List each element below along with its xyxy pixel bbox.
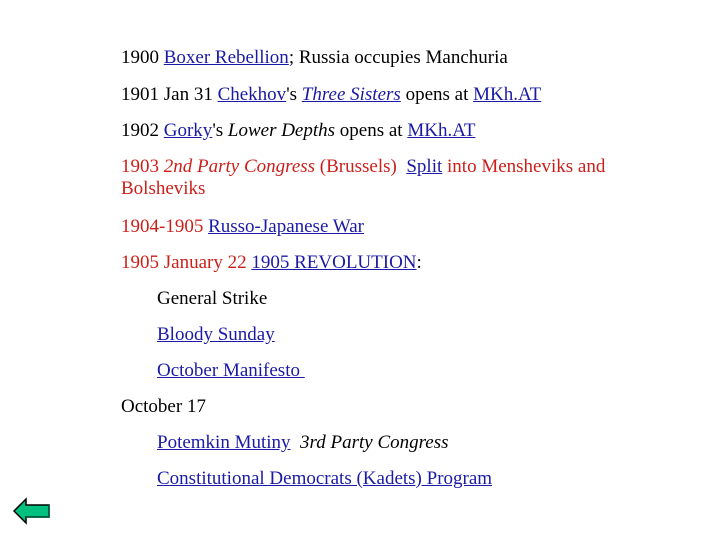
date: 1905 January 22 <box>121 252 247 273</box>
date: 1901 Jan 31 <box>121 84 213 105</box>
kadets-row <box>157 468 492 490</box>
year: 1900 <box>121 47 159 68</box>
entry-1902 <box>121 120 475 142</box>
boxer-rebellion-link[interactable]: Boxer Rebellion <box>163 47 289 68</box>
entry-text: opens at <box>335 120 403 141</box>
entry-1905 <box>121 252 422 274</box>
mkhat-link[interactable]: MKh.AT <box>473 84 542 105</box>
entry-1903 <box>121 156 641 200</box>
october-17: October 17 <box>121 396 206 417</box>
entry-text: ; Russia occupies Manchuria <box>288 47 508 68</box>
year: 1902 <box>121 120 159 141</box>
party-congress: 2nd Party Congress <box>163 156 316 177</box>
year: 1903 <box>121 156 159 177</box>
possessive: 's <box>286 84 298 105</box>
mkhat-link[interactable]: MKh.AT <box>407 120 476 141</box>
chekhov-link[interactable]: Chekhov <box>217 84 287 105</box>
entry-1901 <box>121 84 541 106</box>
kadets-program-link[interactable]: Constitutional Democrats (Kadets) Program <box>157 468 493 489</box>
lower-depths-title: Lower Depths <box>227 120 336 141</box>
colon: : <box>416 252 422 273</box>
back-button[interactable] <box>12 496 52 526</box>
three-sisters-link[interactable]: Three Sisters <box>301 84 401 105</box>
third-party-congress: 3rd Party Congress <box>300 432 449 453</box>
entry-1904 <box>121 216 364 238</box>
october-manifesto-link[interactable]: October Manifesto <box>157 360 305 381</box>
bloody-sunday-row <box>157 324 275 346</box>
october-manifesto-row <box>157 360 305 382</box>
entry-1900 <box>121 47 508 69</box>
entry-text: into Mensheviks and Bolsheviks <box>121 156 606 199</box>
back-arrow-icon <box>12 496 52 526</box>
potemkin-mutiny-link[interactable]: Potemkin Mutiny <box>157 432 291 453</box>
location: (Brussels) <box>315 156 397 177</box>
1905-revolution-link[interactable]: 1905 REVOLUTION <box>251 252 417 273</box>
potemkin-row <box>157 432 449 454</box>
gorky-link[interactable]: Gorky <box>163 120 213 141</box>
russo-japanese-war-link[interactable]: Russo-Japanese War <box>208 216 364 237</box>
entry-text: opens at <box>400 84 469 105</box>
possessive: 's <box>212 120 224 141</box>
bloody-sunday-link[interactable]: Bloody Sunday <box>157 324 275 345</box>
years: 1904-1905 <box>121 216 204 237</box>
general-strike: General Strike <box>157 288 268 309</box>
split-link[interactable]: Split <box>406 156 443 177</box>
